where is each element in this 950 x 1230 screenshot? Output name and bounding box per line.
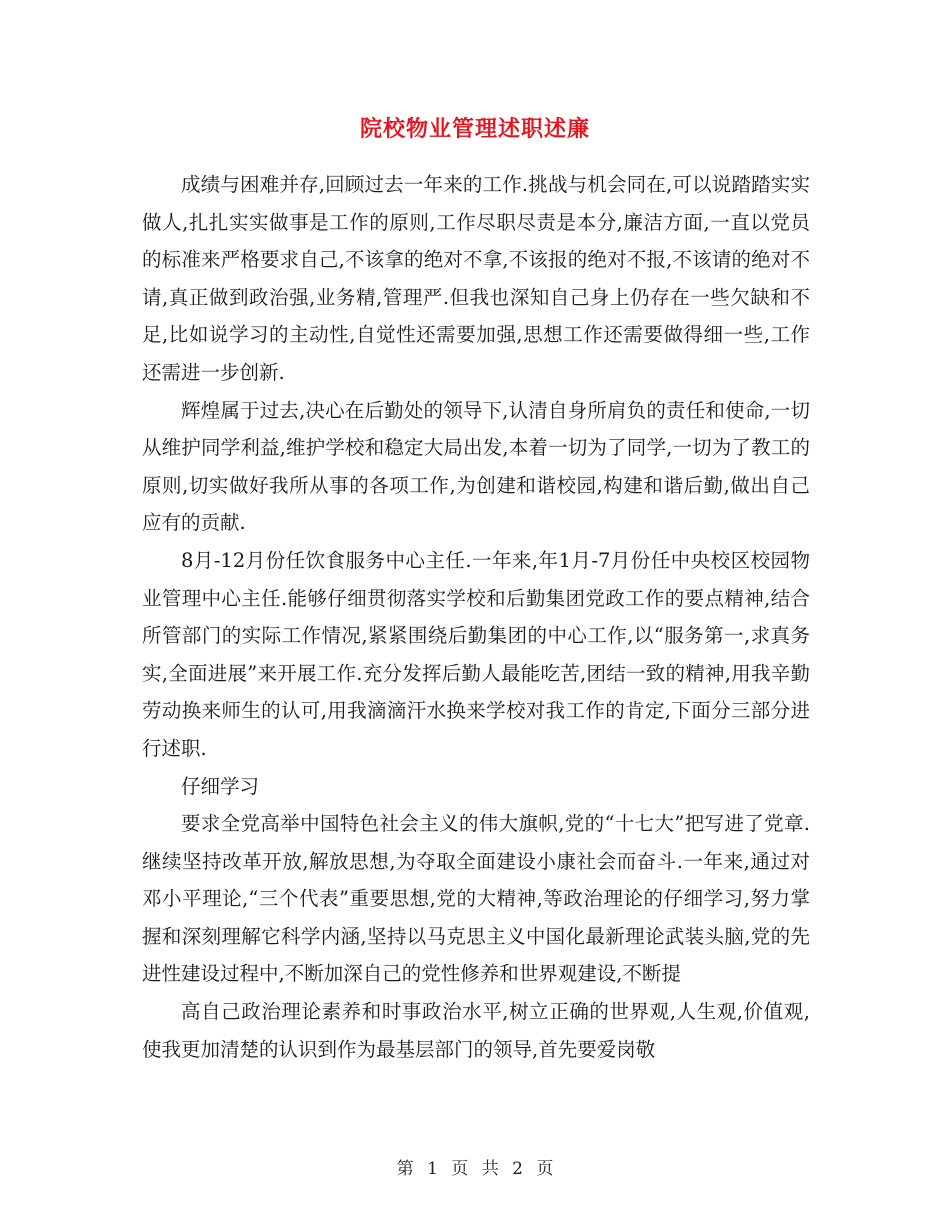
footer-page-prefix: 第 <box>396 1159 414 1179</box>
paragraph-2: 辉煌属于过去,决心在后勤处的领导下,认清自身所肩负的责任和使命,一切从维护同学利益,维护学校和稳定大局出发,本着一切为了同学,一切为了教工的原则,切实做好我所从事的各项工作,为创建和谐校园,构建和谐后勤,做出自己应有的贡献. <box>142 398 810 535</box>
paragraph-1: 成绩与困难并存,回顾过去一年来的工作.挑战与机会同在,可以说踏踏实实做人,扎扎实实做事是工作的原则,工作尽职尽责是本分,廉洁方面,一直以党员的标准来严格要求自己,不该拿的绝对不拿,不该报的绝对不报,不该请的绝对不请,真正做到政治强,业务精,管理严.但我也深知自己身上仍存在一些欠缺和不足,比如说学习的主动性,自觉性还需要加强,思想工作还需要做得细一些,工作还需进一步创新. <box>142 173 810 384</box>
paragraph-3: 8月-12月份任饮食服务中心主任.一年来,年1月-7月份任中央校区校园物业管理中心主任.能够仔细贯彻落实学校和后勤集团党政工作的要点精神,结合所管部门的实际工作情况,紧紧围绕后勤集团的中心工作,以“服务第一,求真务实,全面进展”来开展工作.充分发挥后勤人最能吃苦,团结一致的精神,用我辛勤劳动换来师生的认可,用我滴滴汗水换来学校对我工作的肯定,下面分三部分进行述职. <box>142 548 810 760</box>
footer-total-unit: 页 <box>536 1159 554 1179</box>
footer-total-pages: 2 <box>512 1159 523 1179</box>
footer-page-unit: 页 <box>451 1159 469 1179</box>
page-footer <box>0 1154 950 1179</box>
paragraph-4: 要求全党高举中国特色社会主义的伟大旗帜,党的“十七大”把写进了党章.继续坚持改革开放,解放思想,为夺取全面建设小康社会而奋斗.一年来,通过对邓小平理论,“三个代表”重要思想,党的大精神,等政治理论的仔细学习,努力掌握和深刻理解它科学内涵,坚持以马克思主义中国化最新理论武装头脑,党的先进性建设过程中,不断加深自己的党性修养和世界观建设,不断提 <box>142 812 810 986</box>
section-heading: 仔细学习 <box>181 774 260 798</box>
footer-total-prefix: 共 <box>481 1159 499 1179</box>
footer-page-number: 1 <box>427 1159 438 1179</box>
paragraph-5: 高自己政治理论素养和时事政治水平,树立正确的世界观,人生观,价值观,使我更加清楚的认识到作为最基层部门的领导,首先要爱岗敬 <box>142 1000 810 1061</box>
document-title: 院校物业管理述职述廉 <box>359 116 590 142</box>
document-body <box>142 166 810 1068</box>
